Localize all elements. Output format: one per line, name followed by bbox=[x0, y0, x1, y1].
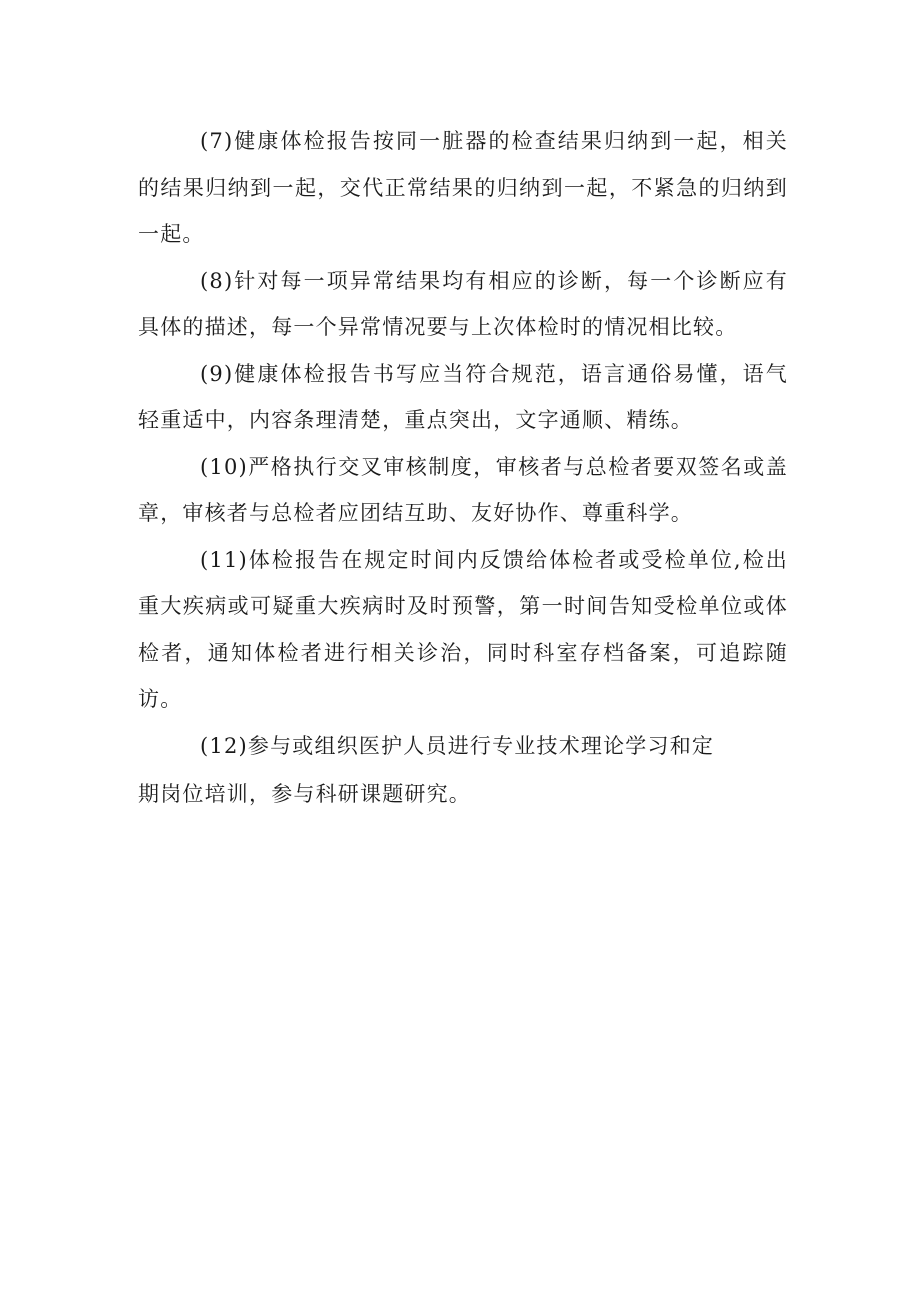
paragraph-10: (10)严格执行交叉审核制度，审核者与总检者要双签名或盖章，审核者与总检者应团结互助、友好协作、尊重科学。 bbox=[138, 454, 788, 525]
paragraph-12: (12)参与或组织医护人员进行专业技术理论学习和定 bbox=[200, 733, 715, 758]
paragraph-8: (8)针对每一项异常结果均有相应的诊断，每一个诊断应有具体的描述，每一个异常情况要与上次体检时的情况相比较。 bbox=[138, 268, 788, 339]
paragraph-12-continuation: 期岗位培训，参与科研课题研究。 bbox=[138, 782, 471, 806]
paragraph-11: (11)体检报告在规定时间内反馈给体检者或受检单位,检出重大疾病或可疑重大疾病时及时预警，第一时间告知受检单位或体检者，通知体检者进行相关诊治，同时科室存档备案，可追踪随访。 bbox=[138, 547, 788, 711]
document-body bbox=[138, 118, 788, 818]
paragraph-7: (7)健康体检报告按同一脏器的检查结果归纳到一起，相关的结果归纳到一起，交代正常结果的归纳到一起，不紧急的归纳到一起。 bbox=[138, 129, 788, 246]
paragraph-9: (9)健康体检报告书写应当符合规范，语言通俗易懂，语气轻重适中，内容条理清楚，重点突出，文字通顺、精练。 bbox=[138, 361, 788, 432]
